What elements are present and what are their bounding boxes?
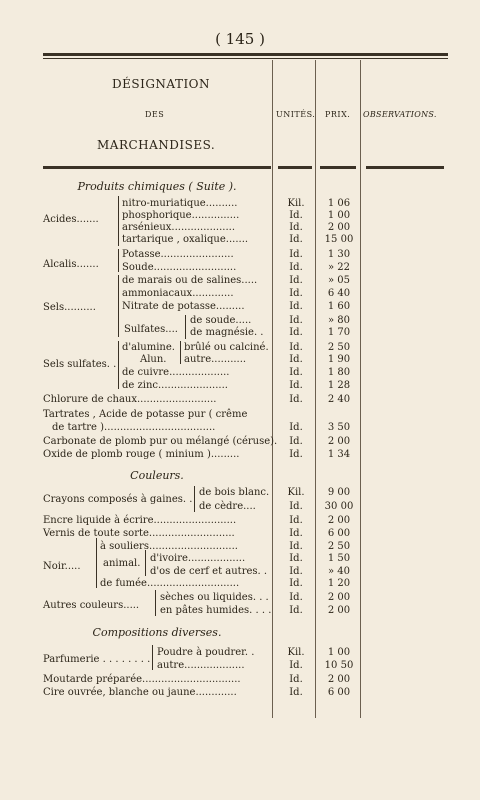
brace (118, 196, 121, 246)
brace (155, 590, 158, 616)
section-couleurs: Couleurs. (130, 469, 184, 482)
column-divider (360, 60, 361, 718)
group-crayons: Crayons composés à gaines. . (43, 494, 193, 505)
group-alcalis: Alcalis....... (43, 259, 99, 270)
group-noir: Noir..... (43, 561, 81, 572)
header-unites: UNITÉS. (276, 110, 316, 119)
header-designation: DÉSIGNATION (112, 77, 211, 91)
header-rule (43, 166, 271, 169)
section-produits-chimiques: Produits chimiques ( Suite ). (77, 180, 237, 193)
header-prix: PRIX. (325, 110, 351, 119)
group-autres-couleurs: Autres couleurs..... (43, 600, 140, 611)
group-sulfates: Sulfates.... (124, 324, 178, 335)
page-number: ( 145 ) (215, 30, 265, 48)
header-observations: OBSERVATIONS. (363, 110, 437, 119)
group-sels-sulfates: Sels sulfates. . (43, 359, 117, 370)
header-rule (278, 166, 312, 169)
header-rule (320, 166, 356, 169)
brace (118, 275, 121, 337)
brace (152, 645, 155, 670)
column-divider (272, 60, 273, 718)
brace (194, 486, 197, 512)
top-rule-thin (43, 58, 448, 59)
group-sels: Sels.......... (43, 302, 96, 313)
top-rule (43, 53, 448, 56)
header-des: DES (145, 110, 165, 119)
group-acides: Acides....... (43, 214, 99, 225)
header-marchandises: MARCHANDISES. (97, 138, 216, 152)
brace (118, 341, 121, 389)
brace (185, 315, 188, 339)
header-rule (366, 166, 444, 169)
group-parfumerie: Parfumerie . . . . . . . . (43, 654, 151, 665)
brace (118, 249, 121, 272)
brace (96, 538, 99, 588)
brace (145, 550, 148, 576)
section-compositions: Compositions diverses. (92, 626, 222, 639)
brace (180, 341, 183, 364)
group-alun: Alun. (140, 354, 167, 365)
group-animal: animal. (103, 558, 141, 569)
